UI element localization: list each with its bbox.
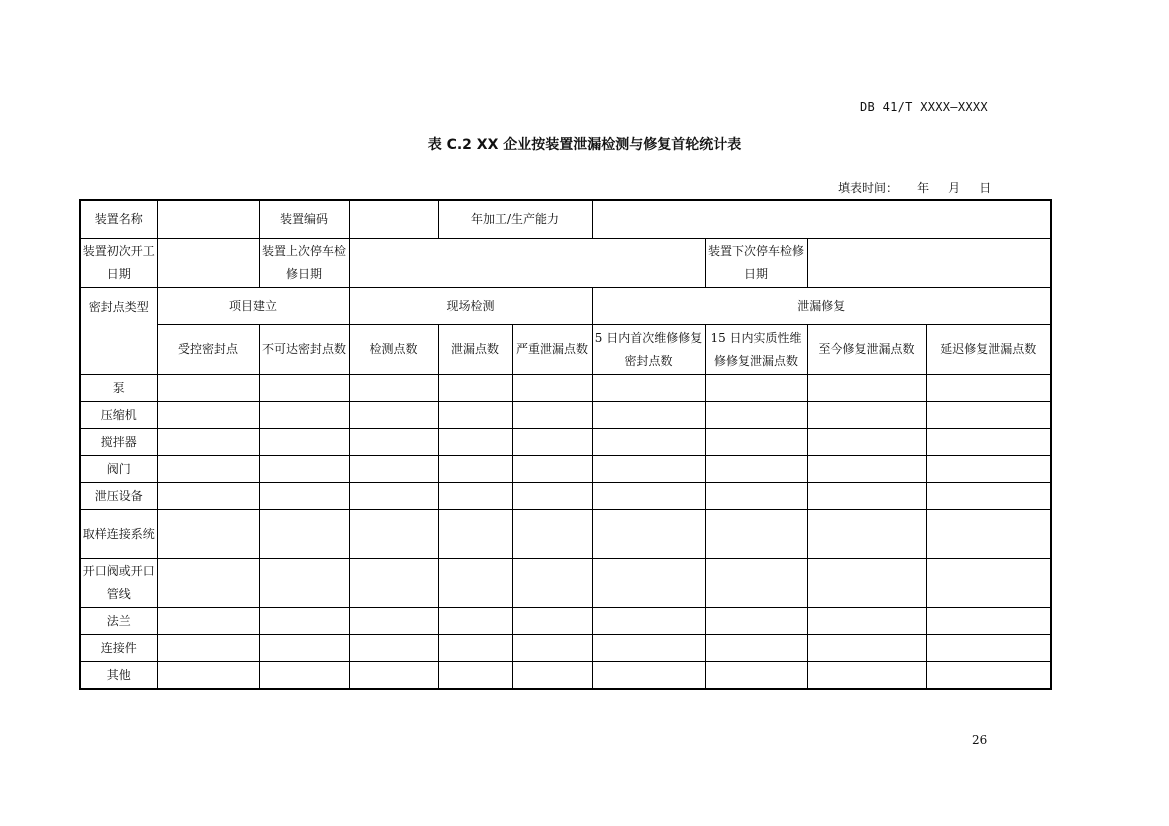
seal-type-label: 阀门 [80, 456, 157, 483]
table-cell[interactable] [512, 510, 592, 559]
table-cell[interactable] [592, 559, 705, 608]
device-code-label: 装置编码 [259, 200, 349, 239]
table-cell[interactable] [807, 456, 926, 483]
table-cell[interactable] [705, 635, 807, 662]
table-cell[interactable] [157, 635, 259, 662]
table-cell[interactable] [259, 375, 349, 402]
statistics-table [79, 199, 1052, 690]
table-cell[interactable] [926, 483, 1051, 510]
table-cell[interactable] [705, 402, 807, 429]
table-row [80, 429, 1051, 456]
table-cell[interactable] [438, 608, 512, 635]
table-row [80, 456, 1051, 483]
table-cell[interactable] [349, 662, 438, 690]
table-cell[interactable] [157, 608, 259, 635]
document-code: DB 41/T XXXX—XXXX [860, 100, 988, 114]
table-cell[interactable] [438, 635, 512, 662]
table-cell[interactable] [592, 429, 705, 456]
table-cell[interactable] [259, 456, 349, 483]
column-header: 受控密封点 [157, 325, 259, 375]
table-cell[interactable] [807, 510, 926, 559]
column-header: 15 日内实质性维修修复泄漏点数 [705, 325, 807, 375]
table-cell[interactable] [512, 375, 592, 402]
table-row [80, 510, 1051, 559]
table-cell[interactable] [438, 510, 512, 559]
table-cell[interactable] [592, 456, 705, 483]
table-cell[interactable] [259, 402, 349, 429]
table-cell[interactable] [926, 375, 1051, 402]
seal-type-label: 泄压设备 [80, 483, 157, 510]
table-cell[interactable] [926, 635, 1051, 662]
column-header: 不可达密封点数 [259, 325, 349, 375]
table-cell[interactable] [705, 510, 807, 559]
seal-type-header: 密封点类型 [80, 288, 157, 375]
table-row [80, 662, 1051, 690]
table-cell[interactable] [592, 510, 705, 559]
table-cell[interactable] [807, 483, 926, 510]
column-header: 延迟修复泄漏点数 [926, 325, 1051, 375]
table-cell[interactable] [157, 456, 259, 483]
table-cell[interactable] [592, 662, 705, 690]
table-cell[interactable] [157, 483, 259, 510]
column-header: 严重泄漏点数 [512, 325, 592, 375]
project-group-header: 项目建立 [157, 288, 349, 325]
table-cell[interactable] [349, 402, 438, 429]
device-code-value[interactable] [349, 200, 438, 239]
table-cell[interactable] [512, 456, 592, 483]
table-cell[interactable] [926, 429, 1051, 456]
first-start-date-value[interactable] [157, 239, 259, 288]
table-cell[interactable] [438, 375, 512, 402]
table-cell[interactable] [438, 456, 512, 483]
table-row [80, 200, 1051, 239]
table-cell[interactable] [512, 662, 592, 690]
table-cell[interactable] [592, 375, 705, 402]
column-header: 至今修复泄漏点数 [807, 325, 926, 375]
table-cell[interactable] [349, 483, 438, 510]
table-cell[interactable] [926, 456, 1051, 483]
table-cell[interactable] [705, 456, 807, 483]
table-cell[interactable] [157, 559, 259, 608]
seal-type-label: 法兰 [80, 608, 157, 635]
next-shutdown-value[interactable] [807, 239, 1051, 288]
seal-type-label: 连接件 [80, 635, 157, 662]
table-cell[interactable] [926, 608, 1051, 635]
table-cell[interactable] [349, 559, 438, 608]
table-row [80, 288, 1051, 325]
table-cell[interactable] [592, 402, 705, 429]
table-cell[interactable] [512, 608, 592, 635]
table-cell[interactable] [349, 456, 438, 483]
table-cell[interactable] [512, 559, 592, 608]
table-cell[interactable] [157, 375, 259, 402]
table-cell[interactable] [592, 635, 705, 662]
capacity-label: 年加工/生产能力 [438, 200, 592, 239]
table-cell[interactable] [807, 608, 926, 635]
table-row [80, 375, 1051, 402]
seal-type-label: 搅拌器 [80, 429, 157, 456]
table-cell[interactable] [926, 662, 1051, 690]
table-row [80, 239, 1051, 288]
table-cell[interactable] [259, 635, 349, 662]
last-shutdown-label: 装置上次停车检修日期 [259, 239, 349, 288]
table-row [80, 608, 1051, 635]
table-cell[interactable] [259, 483, 349, 510]
table-row [80, 402, 1051, 429]
table-cell[interactable] [512, 483, 592, 510]
table-row [80, 635, 1051, 662]
table-cell[interactable] [438, 429, 512, 456]
table-cell[interactable] [438, 559, 512, 608]
table-row [80, 559, 1051, 608]
table-cell[interactable] [926, 510, 1051, 559]
table-cell[interactable] [807, 375, 926, 402]
table-cell[interactable] [705, 662, 807, 690]
table-cell[interactable] [349, 510, 438, 559]
table-cell[interactable] [438, 483, 512, 510]
table-cell[interactable] [926, 559, 1051, 608]
first-start-date-label: 装置初次开工日期 [80, 239, 157, 288]
table-row [80, 325, 1051, 375]
seal-type-label: 开口阀或开口管线 [80, 559, 157, 608]
last-shutdown-value[interactable] [349, 239, 705, 288]
table-cell[interactable] [259, 662, 349, 690]
table-cell[interactable] [349, 608, 438, 635]
table-cell[interactable] [592, 483, 705, 510]
table-cell[interactable] [349, 635, 438, 662]
column-header: 泄漏点数 [438, 325, 512, 375]
table-cell[interactable] [157, 510, 259, 559]
table-cell[interactable] [705, 559, 807, 608]
table-cell[interactable] [349, 375, 438, 402]
table-cell[interactable] [259, 429, 349, 456]
table-cell[interactable] [157, 662, 259, 690]
table-cell[interactable] [157, 429, 259, 456]
table-cell[interactable] [807, 635, 926, 662]
table-cell[interactable] [349, 429, 438, 456]
seal-type-label: 压缩机 [80, 402, 157, 429]
field-group-header: 现场检测 [349, 288, 592, 325]
table-cell[interactable] [512, 429, 592, 456]
table-cell[interactable] [259, 608, 349, 635]
table-cell[interactable] [438, 662, 512, 690]
table-cell[interactable] [705, 608, 807, 635]
table-cell[interactable] [705, 429, 807, 456]
page-number: 26 [972, 733, 988, 747]
seal-type-label: 取样连接系统 [80, 510, 157, 559]
table-cell[interactable] [807, 402, 926, 429]
table-cell[interactable] [705, 375, 807, 402]
device-name-label: 装置名称 [80, 200, 157, 239]
table-cell[interactable] [438, 402, 512, 429]
fill-date-label: 填表时间： 年 月 日 [838, 181, 992, 195]
seal-type-label: 泵 [80, 375, 157, 402]
table-row [80, 483, 1051, 510]
table-cell[interactable] [512, 635, 592, 662]
next-shutdown-label: 装置下次停车检修日期 [705, 239, 807, 288]
table-title: 表 C.2 XX 企业按装置泄漏检测与修复首轮统计表 [427, 137, 742, 153]
table-cell[interactable] [705, 483, 807, 510]
column-header: 5 日内首次维修修复密封点数 [592, 325, 705, 375]
table-cell[interactable] [807, 559, 926, 608]
table-cell[interactable] [926, 402, 1051, 429]
table-cell[interactable] [592, 608, 705, 635]
repair-group-header: 泄漏修复 [592, 288, 1051, 325]
capacity-value[interactable] [592, 200, 1051, 239]
table-cell[interactable] [157, 402, 259, 429]
column-header: 检测点数 [349, 325, 438, 375]
device-name-value[interactable] [157, 200, 259, 239]
table-cell[interactable] [259, 510, 349, 559]
table-cell[interactable] [807, 662, 926, 690]
table-cell[interactable] [259, 559, 349, 608]
seal-type-label: 其他 [80, 662, 157, 690]
table-cell[interactable] [512, 402, 592, 429]
table-cell[interactable] [807, 429, 926, 456]
